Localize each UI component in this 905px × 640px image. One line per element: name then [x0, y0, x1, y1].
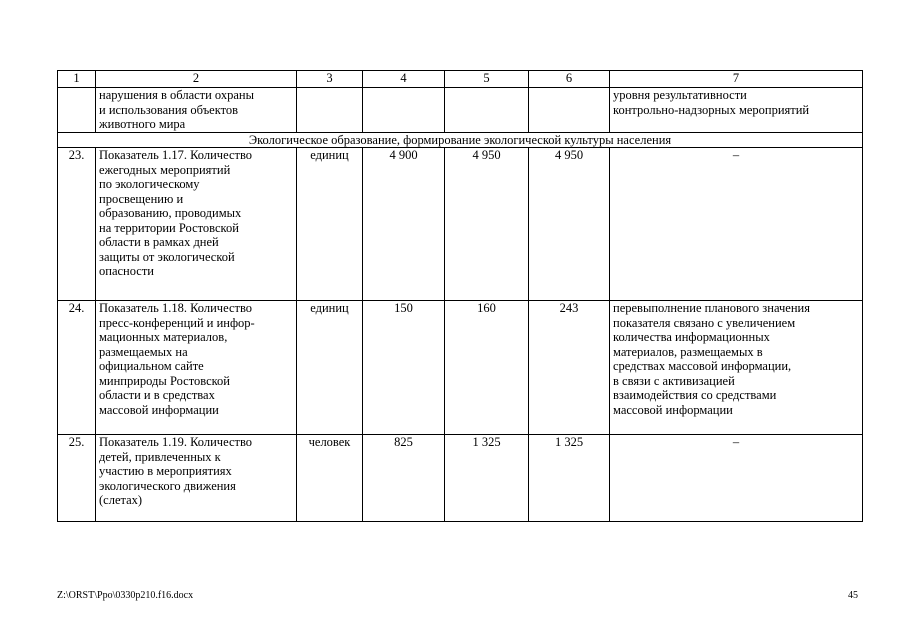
description-line: области в рамках дней: [99, 235, 219, 249]
description-line: Показатель 1.18. Количество: [99, 301, 253, 315]
column-number-3: 3: [297, 71, 363, 88]
value-cell: 4 900: [363, 148, 445, 301]
note-line: –: [732, 148, 740, 162]
description-line: и использования объектов: [99, 102, 239, 117]
note-line: материалов, размещаемых в: [613, 344, 763, 359]
description-line: размещаемых на: [99, 344, 188, 359]
table-row: [58, 148, 863, 301]
row-number: 24.: [58, 301, 96, 435]
description-line: нарушения в области охраны: [99, 88, 255, 102]
note-cell: [610, 301, 863, 435]
note-line: количества информационных: [613, 330, 770, 344]
continuation-row: [58, 88, 863, 133]
indicators-table: [57, 70, 863, 522]
unit-cell: человек: [297, 435, 363, 522]
note-line: контрольно-надзорных мероприятий: [613, 102, 810, 117]
column-number-4: 4: [363, 71, 445, 88]
note-cell: [610, 88, 863, 133]
value-cell: 150: [363, 301, 445, 435]
description-line: официальном сайте: [99, 359, 204, 373]
page-number: 45: [848, 590, 858, 601]
description-line: образованию, проводимых: [99, 206, 242, 220]
value-cell: 1 325: [529, 435, 610, 522]
indicator-description: [96, 301, 297, 435]
value-cell: 4 950: [445, 148, 529, 301]
note-line: уровня результативности: [613, 88, 747, 102]
description-line: животного мира: [99, 117, 186, 131]
description-line: опасности: [99, 264, 154, 278]
value-cell: [445, 88, 529, 133]
note-line: –: [732, 435, 740, 449]
column-number-1: 1: [58, 71, 96, 88]
column-number-5: 5: [445, 71, 529, 88]
unit-cell: [297, 88, 363, 133]
column-number-2: 2: [96, 71, 297, 88]
unit-cell: единиц: [297, 148, 363, 301]
description-line: минприроды Ростовской: [99, 373, 230, 388]
section-title: Экологическое образование, формирование экологической культуры населения: [58, 132, 863, 148]
description-line: Показатель 1.19. Количество: [99, 435, 253, 449]
value-cell: 160: [445, 301, 529, 435]
column-number-7: 7: [610, 71, 863, 88]
note-line: взаимодействия со средствами: [613, 388, 777, 402]
description-line: участию в мероприятиях: [99, 464, 232, 478]
description-line: на территории Ростовской: [99, 220, 239, 235]
section-header-row: [58, 132, 863, 148]
value-cell: 4 950: [529, 148, 610, 301]
note-cell: [610, 435, 863, 522]
note-line: показателя связано с увеличением: [613, 315, 796, 330]
description-line: детей, привлеченных к: [99, 449, 221, 464]
indicator-description: [96, 88, 297, 133]
description-line: (слетах): [99, 493, 143, 507]
description-line: пресс-конференций и инфор-: [99, 315, 255, 330]
description-line: экологического движения: [99, 478, 236, 493]
value-cell: [529, 88, 610, 133]
table-row: [58, 435, 863, 522]
note-line: средствах массовой информации,: [613, 359, 792, 373]
description-line: мационных материалов,: [99, 330, 228, 344]
value-cell: [363, 88, 445, 133]
description-line: по экологическому: [99, 177, 200, 191]
description-line: массовой информации: [99, 402, 219, 417]
indicator-description: [96, 148, 297, 301]
value-cell: 1 325: [445, 435, 529, 522]
row-number-cell: [58, 88, 96, 133]
unit-cell: единиц: [297, 301, 363, 435]
note-cell: [610, 148, 863, 301]
description-line: просвещению и: [99, 191, 184, 206]
value-cell: 825: [363, 435, 445, 522]
description-line: области и в средствах: [99, 388, 215, 402]
description-line: ежегодных мероприятий: [99, 162, 231, 177]
value-cell: 243: [529, 301, 610, 435]
column-number-row: [58, 71, 863, 88]
table-row: [58, 301, 863, 435]
row-number: 25.: [58, 435, 96, 522]
footer-file-path: Z:\ORST\Ppo\0330p210.f16.docx: [57, 590, 194, 601]
note-line: в связи с активизацией: [613, 373, 735, 388]
row-number: 23.: [58, 148, 96, 301]
column-number-6: 6: [529, 71, 610, 88]
indicator-description: [96, 435, 297, 522]
description-line: защиты от экологической: [99, 249, 235, 264]
note-line: перевыполнение планового значения: [613, 301, 810, 315]
note-line: массовой информации: [613, 402, 733, 417]
description-line: Показатель 1.17. Количество: [99, 148, 253, 162]
